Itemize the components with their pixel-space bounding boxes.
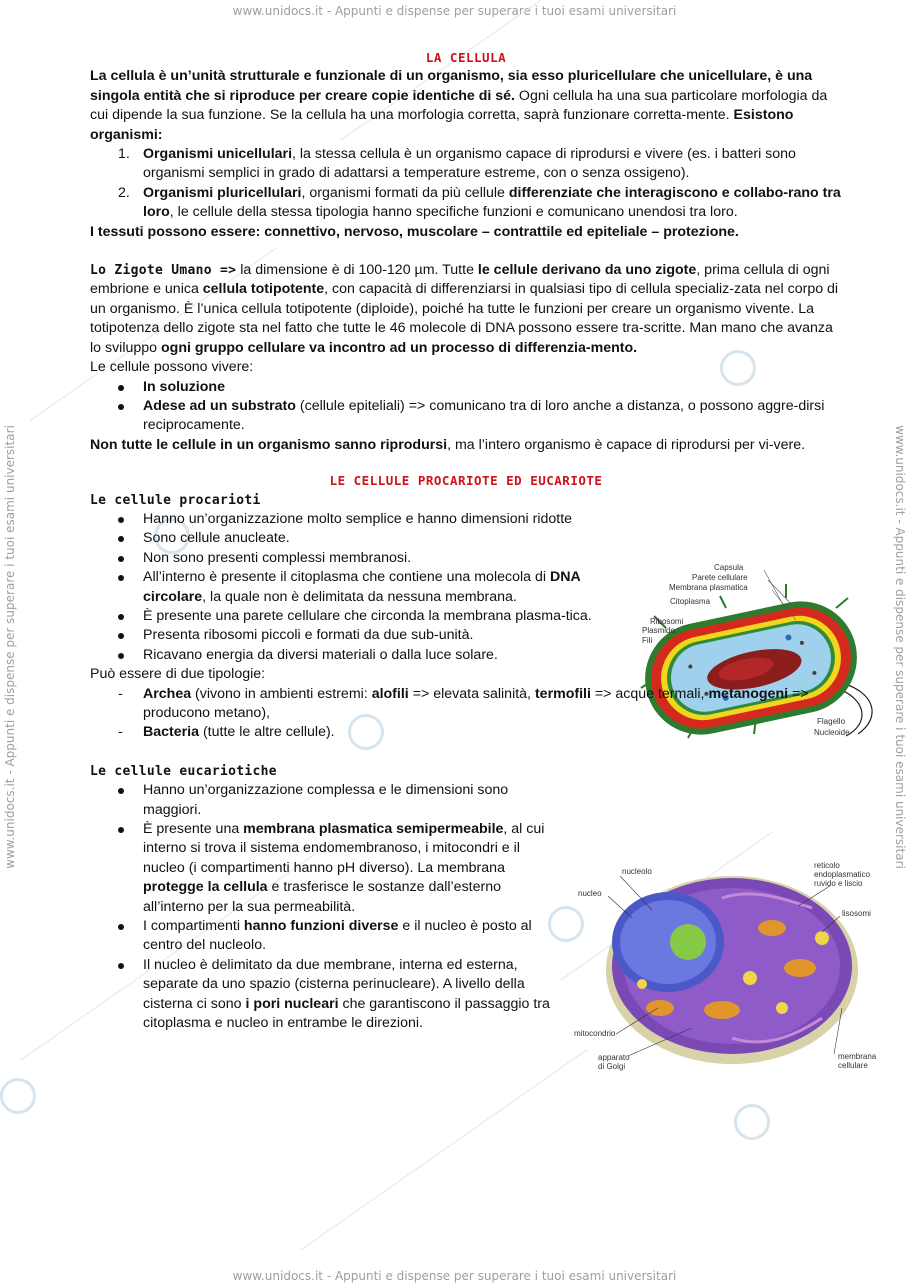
- label-plasmide: Plasmide: [642, 626, 675, 635]
- subtitle-eucariotiche: Le cellule eucariotiche: [90, 763, 277, 779]
- label-membrana: Membrana plasmatica: [669, 583, 748, 592]
- item-bold: Bacteria: [143, 724, 199, 741]
- list-item: [90, 956, 565, 1034]
- list-item: [90, 184, 842, 223]
- eukaryote-list: [90, 781, 565, 1033]
- item-bold: membrana plasmatica semipermeabile: [243, 821, 504, 838]
- list-item: [90, 723, 842, 742]
- live-intro: Le cellule possono vivere:: [90, 359, 254, 376]
- intro-rest: Ogni cellula ha una sua particolare morfologia da cui dipende la sua funzione. Se la cellula ha una morfologia corretta, saprà funzionare corretta-mente.: [90, 87, 828, 124]
- item-text: (cellule epiteliali) => comunicano tra di loro anche a distanza, o possono aggre-dirsi reciprocamente.: [143, 397, 825, 434]
- list-item: [90, 820, 565, 917]
- watermark-bottom: www.unidocs.it - Appunti e dispense per superare i tuoi esami universitari: [232, 1269, 677, 1283]
- item-text: All’interno è presente il citoplasma che contiene una molecola di: [143, 569, 550, 586]
- label-reticolo-1: reticolo: [814, 861, 840, 870]
- item-text: => producono metano),: [143, 685, 809, 721]
- item-bold: i pori nucleari: [245, 995, 339, 1012]
- item-bold: hanno funzioni diverse: [243, 918, 399, 935]
- item-text: Il nucleo è delimitato da due membrane, interna ed esterna, separate da uno spazio (cisterna perinucleare). A livello della cisterna ci sono: [143, 956, 525, 1012]
- watermark-right: www.unidocs.it - Appunti e dispense per superare i tuoi esami universitari: [893, 425, 907, 869]
- list-item: [90, 568, 620, 607]
- label-reticolo-2: endoplasmatico: [814, 870, 871, 879]
- item-number: 2.: [118, 184, 130, 201]
- label-membrana-1: membrana: [838, 1052, 877, 1061]
- tissues-line: [90, 223, 842, 242]
- list-item: Hanno un’organizzazione molto semplice e hanno dimensioni ridotte: [90, 510, 620, 529]
- organisms-list: [90, 145, 842, 223]
- item-text: , la stessa cellula è un organismo capace di riprodursi e vivere (es. i batteri sono organismi semplici in grado di adattarsi a temperature estreme, con o senza ossigeno).: [143, 146, 796, 182]
- zigote-bold: le cellule derivano da uno zigote: [477, 262, 697, 279]
- zigote-text: , con capacità di differenziarsi in qualsiasi tipo di cellula specializ-zata nel corpo di un organismo. È l’unica cellula totipotente (diploide), poiché ha tutte le funzioni per creare un organismo vivente. La totipotenza dello zigote sta nel fatto che tutte le 46 molecole di DNA possono essere tra-scritte. Man mano che avanza lo sviluppo: [90, 281, 839, 356]
- item-text: (vivono in ambienti estremi:: [191, 685, 372, 702]
- item-text: È presente una: [143, 821, 244, 838]
- reproduce-paragraph: [90, 436, 842, 455]
- zigote-text: , prima cellula di ogni embrione e unica: [90, 262, 830, 298]
- reproduce-bold: Non tutte le cellule in un organismo sanno riprodursi: [90, 436, 448, 453]
- item-text: => elevata salinità,: [408, 685, 535, 702]
- zigote-bold: cellula totipotente: [202, 281, 325, 298]
- label-parete: Parete cellulare: [692, 573, 748, 582]
- item-text: , al cui interno si trova il sistema endomembranoso, i mitocondri e il nucleo (i compartimenti hanno pH diverso). La membrana: [143, 821, 545, 876]
- list-item: Presenta ribosomi piccoli e formati da due sub-unità.: [90, 626, 620, 645]
- item-bold: DNA circolare: [143, 569, 581, 605]
- list-item: Non sono presenti complessi membranosi.: [90, 549, 620, 568]
- document-body: [90, 48, 842, 1034]
- item-text: (tutte le altre cellule).: [199, 724, 335, 741]
- item-bold: protegge la cellula: [143, 879, 268, 896]
- reproduce-text: , ma l’intero organismo è capace di riprodursi per vi-vere.: [447, 436, 806, 453]
- live-list: [90, 378, 842, 436]
- item-text: , organismi formati da più cellule: [301, 184, 509, 201]
- list-item: [90, 917, 565, 956]
- types-intro: Può essere di due tipologie:: [90, 666, 266, 683]
- watermark-line: [300, 1049, 587, 1251]
- item-text: , le cellule della stessa tipologia hanno specifiche funzioni e comunicano unendosi tra loro.: [169, 204, 738, 221]
- item-text: e trasferisce le sostanze dall’esterno all’interno per la sua permeabilità.: [143, 879, 501, 915]
- label-citoplasma: Citoplasma: [670, 597, 711, 606]
- item-bold: termofili: [534, 685, 591, 702]
- item-text: I compartimenti: [143, 918, 244, 935]
- item-text: che garantiscono il passaggio tra citoplasma e nucleo in entrambe le direzioni.: [143, 995, 550, 1032]
- list-item: Sono cellule anucleate.: [90, 529, 620, 548]
- zigote-label: Lo Zigote Umano =>: [90, 263, 237, 279]
- label-nucleolo: nucleolo: [622, 867, 652, 876]
- item-bold: Organismi unicellulari: [143, 146, 293, 163]
- zigote-text: la dimensione è di 100-120 µm. Tutte: [236, 262, 478, 279]
- list-item: Ricavano energia da diversi materiali o dalla luce solare.: [90, 646, 620, 665]
- zigote-bold: ogni gruppo cellulare va incontro ad un processo di differenzia-mento.: [160, 339, 638, 356]
- list-item: [90, 378, 842, 397]
- tissues-bold: I tessuti possono essere: connettivo, nervoso, muscolare – contrattile ed epiteliale – protezione.: [90, 223, 739, 240]
- item-text: => acque termali,: [590, 685, 709, 702]
- zigote-paragraph: [90, 261, 842, 358]
- prokaryote-list: [90, 510, 620, 665]
- list-item: Hanno un’organizzazione complessa e le dimensioni sono maggiori.: [90, 781, 565, 820]
- subtitle-procarioti: Le cellule procarioti: [90, 492, 261, 508]
- item-number: 1.: [118, 146, 130, 163]
- label-lisosomi: lisosomi: [842, 909, 871, 918]
- list-item: [90, 145, 842, 184]
- section-title-cellula: LA CELLULA: [425, 50, 507, 65]
- label-golgi-1: apparato: [598, 1053, 630, 1062]
- list-item: [90, 685, 842, 724]
- label-reticolo-3: ruvido e liscio: [814, 879, 863, 888]
- label-nucleo: nucleo: [578, 889, 602, 898]
- list-item: [90, 397, 842, 436]
- intro-paragraph: [90, 67, 842, 145]
- watermark-top: www.unidocs.it - Appunti e dispense per superare i tuoi esami universitari: [232, 4, 677, 18]
- label-nucleoide: Nucleoide: [814, 728, 850, 737]
- watermark-left: www.unidocs.it - Appunti e dispense per superare i tuoi esami universitari: [3, 425, 17, 869]
- section-title-procariote: LE CELLULE PROCARIOTE ED EUCARIOTE: [329, 473, 603, 489]
- types-list: [90, 685, 842, 743]
- intro-bold: La cellula è un’unità strutturale e funzionale di un organismo, sia esso pluricellulare che unicellulare, è una singola entità che si riproduce per creare copie identiche di sé.: [90, 68, 813, 104]
- item-text: , la quale non è delimitata da nessuna membrana.: [202, 588, 517, 605]
- watermark-logo-icon: [0, 1078, 36, 1114]
- label-fili: Fili: [642, 636, 653, 645]
- item-bold: metanogeni: [708, 685, 789, 702]
- item-bold: differenziate che interagiscono e collabo-rano tra loro: [143, 184, 841, 221]
- label-flagello: Flagello: [817, 717, 846, 726]
- item-bold: Organismi pluricellulari: [143, 184, 302, 201]
- item-text: e il nucleo è posto al centro del nucleolo.: [143, 918, 532, 954]
- item-bold: Archea: [143, 685, 192, 702]
- label-membrana-2: cellulare: [838, 1061, 868, 1070]
- watermark-logo-icon: [734, 1104, 770, 1140]
- item-bold: alofili: [371, 685, 409, 702]
- list-item: È presente una parete cellulare che circonda la membrana plasma-tica.: [90, 607, 620, 626]
- item-bold: Adese ad un substrato: [143, 397, 296, 414]
- label-golgi-2: di Golgi: [598, 1062, 626, 1071]
- label-mitocondrio: mitocondrio: [574, 1029, 616, 1038]
- label-capsula: Capsula: [714, 563, 744, 572]
- label-ribosomi: Ribosomi: [650, 617, 684, 626]
- item-bold: In soluzione: [143, 378, 225, 395]
- intro-end: Esistono organismi:: [90, 107, 794, 143]
